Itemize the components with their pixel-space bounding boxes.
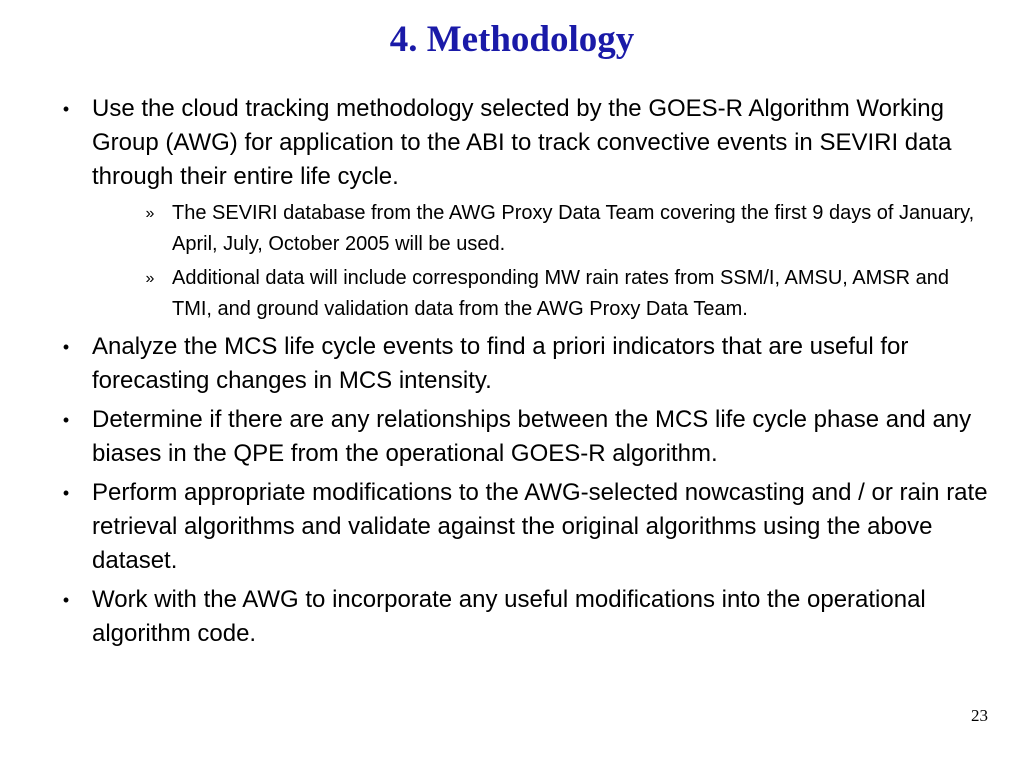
bullet-text: Determine if there are any relationships between the MCS life cycle phase and any biases in the QPE from the operational GOES-R algorithm. xyxy=(92,406,972,467)
bullet-list xyxy=(56,92,991,656)
slide-title: 4. Methodology xyxy=(389,19,635,60)
bullet-dot-icon: • xyxy=(62,590,70,610)
sub-bullet-text: Additional data will include corresponding MW rain rates from SSM/I, AMSU, AMSR and TMI, and ground validation data from the AWG Proxy Data Team. xyxy=(172,267,949,320)
sub-bullet-item xyxy=(92,263,991,325)
bullet-text: Work with the AWG to incorporate any useful modifications into the operational algorithm code. xyxy=(92,586,926,647)
sub-bullet-list xyxy=(92,198,991,325)
bullet-text: Perform appropriate modifications to the AWG-selected nowcasting and / or rain rate retrieval algorithms and validate against the original algorithms using the above dataset. xyxy=(92,479,988,574)
chevron-double-right-icon: » xyxy=(145,205,155,222)
sub-bullet-item xyxy=(92,198,991,260)
bullet-dot-icon: • xyxy=(62,410,70,430)
bullet-item xyxy=(56,330,991,398)
bullet-item xyxy=(56,92,991,325)
bullet-dot-icon: • xyxy=(62,483,70,503)
page-number: 23 xyxy=(971,706,988,725)
chevron-double-right-icon: » xyxy=(145,270,155,287)
sub-bullet-text: The SEVIRI database from the AWG Proxy Data Team covering the first 9 days of January, April, July, October 2005 will be used. xyxy=(172,202,975,255)
bullet-item xyxy=(56,583,991,651)
bullet-dot-icon: • xyxy=(62,337,70,357)
bullet-text: Use the cloud tracking methodology selected by the GOES-R Algorithm Working Group (AWG) for application to the ABI to track convective events in SEVIRI data through their entire life cycle. xyxy=(92,95,952,190)
bullet-text: Analyze the MCS life cycle events to find a priori indicators that are useful for forecasting changes in MCS intensity. xyxy=(92,333,909,394)
bullet-item xyxy=(56,476,991,578)
bullet-dot-icon: • xyxy=(62,99,70,119)
bullet-item xyxy=(56,403,991,471)
